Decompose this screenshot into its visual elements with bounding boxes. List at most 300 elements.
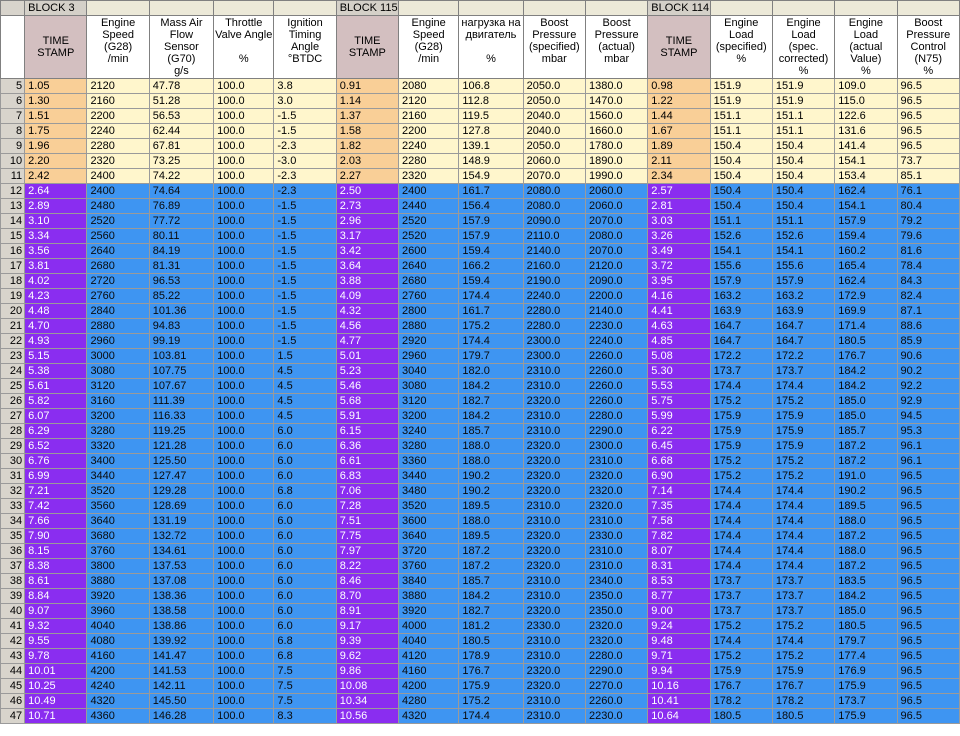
column-header[interactable] xyxy=(835,16,897,79)
table-cell[interactable]: 81.6 xyxy=(897,244,959,259)
table-cell[interactable]: 2320.0 xyxy=(523,439,585,454)
timestamp-cell[interactable]: 2.11 xyxy=(648,154,710,169)
table-cell[interactable]: 150.4 xyxy=(772,184,834,199)
table-cell[interactable]: 185.7 xyxy=(459,574,523,589)
table-cell[interactable]: 2300.0 xyxy=(523,349,585,364)
timestamp-cell[interactable]: 7.97 xyxy=(336,544,398,559)
timestamp-cell[interactable]: 7.75 xyxy=(336,529,398,544)
table-cell[interactable]: 100.0 xyxy=(214,454,274,469)
table-cell[interactable]: 100.0 xyxy=(214,259,274,274)
table-cell[interactable]: 151.1 xyxy=(772,109,834,124)
table-cell[interactable]: 142.11 xyxy=(149,679,213,694)
table-row[interactable] xyxy=(1,229,960,244)
table-cell[interactable]: 187.2 xyxy=(835,529,897,544)
table-cell[interactable]: 4.5 xyxy=(274,409,336,424)
row-number[interactable]: 11 xyxy=(1,169,25,184)
row-number[interactable]: 16 xyxy=(1,244,25,259)
timestamp-cell[interactable]: 1.22 xyxy=(648,94,710,109)
table-cell[interactable]: 88.6 xyxy=(897,319,959,334)
table-cell[interactable]: 180.5 xyxy=(459,634,523,649)
timestamp-cell[interactable]: 10.25 xyxy=(25,679,87,694)
timestamp-cell[interactable]: 1.30 xyxy=(25,94,87,109)
table-cell[interactable]: 138.36 xyxy=(149,589,213,604)
table-cell[interactable]: 109.0 xyxy=(835,79,897,94)
timestamp-cell[interactable]: 9.24 xyxy=(648,619,710,634)
row-number[interactable]: 24 xyxy=(1,364,25,379)
table-cell[interactable]: 4320 xyxy=(87,694,149,709)
table-cell[interactable]: 100.0 xyxy=(214,469,274,484)
table-cell[interactable]: 174.4 xyxy=(772,484,834,499)
timestamp-cell[interactable]: 8.77 xyxy=(648,589,710,604)
table-cell[interactable]: 100.0 xyxy=(214,679,274,694)
timestamp-cell[interactable]: 1.14 xyxy=(336,94,398,109)
table-cell[interactable]: 3840 xyxy=(399,574,459,589)
table-cell[interactable]: 2560 xyxy=(87,229,149,244)
table-cell[interactable]: 4.5 xyxy=(274,379,336,394)
table-cell[interactable]: 96.1 xyxy=(897,454,959,469)
timestamp-cell[interactable]: 4.63 xyxy=(648,319,710,334)
table-cell[interactable]: 174.4 xyxy=(772,499,834,514)
block-cell[interactable] xyxy=(87,1,149,16)
timestamp-cell[interactable]: 7.90 xyxy=(25,529,87,544)
table-cell[interactable]: 175.9 xyxy=(459,679,523,694)
table-cell[interactable]: 134.61 xyxy=(149,544,213,559)
table-cell[interactable]: 119.5 xyxy=(459,109,523,124)
timestamp-cell[interactable]: 3.56 xyxy=(25,244,87,259)
table-cell[interactable]: 96.5 xyxy=(897,514,959,529)
table-cell[interactable]: 2400 xyxy=(399,184,459,199)
timestamp-cell[interactable]: 1.89 xyxy=(648,139,710,154)
table-row[interactable] xyxy=(1,214,960,229)
timestamp-cell[interactable]: 6.52 xyxy=(25,439,87,454)
table-cell[interactable]: 96.5 xyxy=(897,574,959,589)
table-cell[interactable]: 96.5 xyxy=(897,499,959,514)
table-cell[interactable]: 172.9 xyxy=(835,289,897,304)
table-cell[interactable]: 1560.0 xyxy=(585,109,647,124)
table-row[interactable] xyxy=(1,604,960,619)
table-cell[interactable]: 79.2 xyxy=(897,214,959,229)
timestamp-cell[interactable]: 5.91 xyxy=(336,409,398,424)
timestamp-cell[interactable]: 9.94 xyxy=(648,664,710,679)
table-row[interactable] xyxy=(1,79,960,94)
table-cell[interactable]: 100.0 xyxy=(214,424,274,439)
table-cell[interactable]: 174.4 xyxy=(710,529,772,544)
table-row[interactable] xyxy=(1,649,960,664)
table-cell[interactable]: 2310.0 xyxy=(585,514,647,529)
row-number[interactable]: 22 xyxy=(1,334,25,349)
timestamp-cell[interactable]: 1.82 xyxy=(336,139,398,154)
table-cell[interactable]: 189.5 xyxy=(835,499,897,514)
table-cell[interactable]: 2240.0 xyxy=(585,334,647,349)
table-cell[interactable]: 2080.0 xyxy=(585,229,647,244)
table-cell[interactable]: 6.0 xyxy=(274,604,336,619)
table-cell[interactable]: 96.5 xyxy=(897,124,959,139)
table-cell[interactable]: 2320.0 xyxy=(523,529,585,544)
table-cell[interactable]: 62.44 xyxy=(149,124,213,139)
table-cell[interactable]: 2260.0 xyxy=(585,349,647,364)
column-header[interactable] xyxy=(710,16,772,79)
row-number[interactable]: 38 xyxy=(1,574,25,589)
timestamp-cell[interactable]: 6.22 xyxy=(648,424,710,439)
table-cell[interactable]: 161.7 xyxy=(459,184,523,199)
table-cell[interactable]: 159.4 xyxy=(459,244,523,259)
table-cell[interactable]: 159.4 xyxy=(459,274,523,289)
table-cell[interactable]: 174.4 xyxy=(710,634,772,649)
table-cell[interactable]: 2340.0 xyxy=(585,574,647,589)
table-cell[interactable]: 87.1 xyxy=(897,304,959,319)
table-cell[interactable]: 2350.0 xyxy=(585,604,647,619)
row-number[interactable]: 23 xyxy=(1,349,25,364)
table-row[interactable] xyxy=(1,619,960,634)
table-cell[interactable]: 151.1 xyxy=(710,124,772,139)
table-row[interactable] xyxy=(1,184,960,199)
timestamp-cell[interactable]: 10.64 xyxy=(648,709,710,724)
block-cell[interactable] xyxy=(835,1,897,16)
table-cell[interactable]: 184.2 xyxy=(459,379,523,394)
table-row[interactable] xyxy=(1,484,960,499)
table-cell[interactable]: 2310.0 xyxy=(523,364,585,379)
table-cell[interactable]: 132.72 xyxy=(149,529,213,544)
table-cell[interactable]: -2.3 xyxy=(274,184,336,199)
column-header[interactable] xyxy=(399,16,459,79)
timestamp-cell[interactable]: 7.42 xyxy=(25,499,87,514)
table-cell[interactable]: 189.5 xyxy=(459,499,523,514)
table-cell[interactable]: 2320 xyxy=(87,154,149,169)
table-row[interactable] xyxy=(1,409,960,424)
table-cell[interactable]: 2080.0 xyxy=(523,184,585,199)
timestamp-cell[interactable]: 6.90 xyxy=(648,469,710,484)
table-cell[interactable]: 2090.0 xyxy=(585,274,647,289)
table-cell[interactable]: 1780.0 xyxy=(585,139,647,154)
table-cell[interactable]: 2260.0 xyxy=(585,694,647,709)
table-cell[interactable]: 3280 xyxy=(399,439,459,454)
timestamp-cell[interactable]: 6.83 xyxy=(336,469,398,484)
table-cell[interactable]: 175.9 xyxy=(772,424,834,439)
table-cell[interactable]: 100.0 xyxy=(214,124,274,139)
table-row[interactable] xyxy=(1,124,960,139)
column-header[interactable] xyxy=(772,16,834,79)
table-cell[interactable]: 96.5 xyxy=(897,109,959,124)
table-row[interactable] xyxy=(1,424,960,439)
table-cell[interactable]: 3960 xyxy=(87,604,149,619)
timestamp-cell[interactable]: 3.10 xyxy=(25,214,87,229)
table-row[interactable] xyxy=(1,319,960,334)
row-number[interactable]: 7 xyxy=(1,109,25,124)
timestamp-cell[interactable]: 4.41 xyxy=(648,304,710,319)
table-cell[interactable]: 85.1 xyxy=(897,169,959,184)
table-cell[interactable]: 3440 xyxy=(399,469,459,484)
table-cell[interactable]: 3640 xyxy=(399,529,459,544)
table-cell[interactable]: 154.1 xyxy=(835,199,897,214)
timestamp-cell[interactable]: 7.51 xyxy=(336,514,398,529)
table-row[interactable] xyxy=(1,529,960,544)
table-cell[interactable]: 7.5 xyxy=(274,664,336,679)
table-cell[interactable]: 129.28 xyxy=(149,484,213,499)
table-cell[interactable]: 2120.0 xyxy=(585,259,647,274)
table-cell[interactable]: 100.0 xyxy=(214,289,274,304)
table-cell[interactable]: 4280 xyxy=(399,694,459,709)
table-cell[interactable]: 2960 xyxy=(399,349,459,364)
table-cell[interactable]: 2320.0 xyxy=(523,454,585,469)
table-cell[interactable]: 2310.0 xyxy=(523,409,585,424)
row-number[interactable]: 20 xyxy=(1,304,25,319)
timestamp-cell[interactable]: 9.39 xyxy=(336,634,398,649)
row-number[interactable]: 42 xyxy=(1,634,25,649)
table-cell[interactable]: 2290.0 xyxy=(585,664,647,679)
table-cell[interactable]: 2050.0 xyxy=(523,139,585,154)
table-cell[interactable]: 85.9 xyxy=(897,334,959,349)
table-cell[interactable]: 185.0 xyxy=(835,604,897,619)
table-row[interactable] xyxy=(1,304,960,319)
table-cell[interactable]: 175.9 xyxy=(710,664,772,679)
table-cell[interactable]: 2840 xyxy=(87,304,149,319)
table-cell[interactable]: 153.4 xyxy=(835,169,897,184)
table-row[interactable] xyxy=(1,364,960,379)
table-cell[interactable]: 2600 xyxy=(399,244,459,259)
timestamp-cell[interactable]: 9.55 xyxy=(25,634,87,649)
table-cell[interactable]: 8.3 xyxy=(274,709,336,724)
table-cell[interactable]: 6.0 xyxy=(274,589,336,604)
table-cell[interactable]: 3880 xyxy=(87,574,149,589)
table-cell[interactable]: 2320.0 xyxy=(523,484,585,499)
table-cell[interactable]: 73.7 xyxy=(897,154,959,169)
timestamp-cell[interactable]: 5.61 xyxy=(25,379,87,394)
table-cell[interactable]: 73.25 xyxy=(149,154,213,169)
table-cell[interactable]: 131.6 xyxy=(835,124,897,139)
table-cell[interactable]: 2240 xyxy=(87,124,149,139)
table-cell[interactable]: 2260.0 xyxy=(585,394,647,409)
table-cell[interactable]: 3120 xyxy=(87,379,149,394)
table-cell[interactable]: 2310.0 xyxy=(523,379,585,394)
table-cell[interactable]: 78.4 xyxy=(897,259,959,274)
table-cell[interactable]: 171.4 xyxy=(835,319,897,334)
table-cell[interactable]: 3400 xyxy=(87,454,149,469)
column-header[interactable] xyxy=(274,16,336,79)
timestamp-cell[interactable]: 9.62 xyxy=(336,649,398,664)
table-cell[interactable]: 100.0 xyxy=(214,499,274,514)
table-cell[interactable]: 151.9 xyxy=(772,94,834,109)
block-label[interactable]: BLOCK 3 xyxy=(25,1,87,16)
timestamp-cell[interactable]: 2.64 xyxy=(25,184,87,199)
timestamp-cell[interactable]: 4.16 xyxy=(648,289,710,304)
table-cell[interactable]: 2240 xyxy=(399,139,459,154)
table-cell[interactable]: 175.9 xyxy=(772,439,834,454)
row-number[interactable]: 6 xyxy=(1,94,25,109)
table-cell[interactable]: 180.5 xyxy=(772,709,834,724)
table-cell[interactable]: 2310.0 xyxy=(523,514,585,529)
row-number[interactable]: 17 xyxy=(1,259,25,274)
table-cell[interactable]: 100.0 xyxy=(214,649,274,664)
timestamp-cell[interactable]: 10.08 xyxy=(336,679,398,694)
row-number[interactable]: 32 xyxy=(1,484,25,499)
timestamp-cell[interactable]: 4.23 xyxy=(25,289,87,304)
table-cell[interactable]: 2320.0 xyxy=(585,469,647,484)
table-cell[interactable]: 174.4 xyxy=(710,544,772,559)
timestamp-cell[interactable]: 8.70 xyxy=(336,589,398,604)
table-cell[interactable]: 100.0 xyxy=(214,619,274,634)
table-cell[interactable]: 96.5 xyxy=(897,79,959,94)
table-cell[interactable]: 160.2 xyxy=(835,244,897,259)
table-cell[interactable]: 181.2 xyxy=(459,619,523,634)
table-cell[interactable]: 2310.0 xyxy=(523,424,585,439)
table-cell[interactable]: 157.9 xyxy=(459,214,523,229)
table-cell[interactable]: -1.5 xyxy=(274,109,336,124)
row-number[interactable]: 34 xyxy=(1,514,25,529)
block-label[interactable]: BLOCK 114 xyxy=(648,1,710,16)
block-cell[interactable] xyxy=(772,1,834,16)
table-cell[interactable]: 2400 xyxy=(87,184,149,199)
table-cell[interactable]: 6.0 xyxy=(274,514,336,529)
table-cell[interactable]: 175.2 xyxy=(710,649,772,664)
table-cell[interactable]: 2280.0 xyxy=(523,304,585,319)
table-cell[interactable]: 145.50 xyxy=(149,694,213,709)
table-cell[interactable]: 2140.0 xyxy=(523,244,585,259)
table-cell[interactable]: -1.5 xyxy=(274,334,336,349)
table-cell[interactable]: -1.5 xyxy=(274,259,336,274)
table-cell[interactable]: 3080 xyxy=(399,379,459,394)
row-number[interactable]: 14 xyxy=(1,214,25,229)
row-number[interactable]: 40 xyxy=(1,604,25,619)
table-cell[interactable]: 3200 xyxy=(399,409,459,424)
table-cell[interactable]: 2400 xyxy=(87,169,149,184)
table-cell[interactable]: 100.0 xyxy=(214,514,274,529)
table-cell[interactable]: 180.5 xyxy=(835,334,897,349)
table-cell[interactable]: 2760 xyxy=(399,289,459,304)
table-cell[interactable]: 187.2 xyxy=(459,544,523,559)
table-cell[interactable]: 100.0 xyxy=(214,334,274,349)
table-cell[interactable]: 188.0 xyxy=(835,544,897,559)
table-cell[interactable]: 115.0 xyxy=(835,94,897,109)
table-cell[interactable]: 2640 xyxy=(87,244,149,259)
table-cell[interactable]: 100.0 xyxy=(214,529,274,544)
table-cell[interactable]: 175.9 xyxy=(710,409,772,424)
table-cell[interactable]: 92.2 xyxy=(897,379,959,394)
block-cell[interactable] xyxy=(214,1,274,16)
row-number[interactable]: 36 xyxy=(1,544,25,559)
table-cell[interactable]: 96.5 xyxy=(897,529,959,544)
timestamp-cell[interactable]: 9.00 xyxy=(648,604,710,619)
table-cell[interactable]: 151.9 xyxy=(710,94,772,109)
table-cell[interactable]: 90.6 xyxy=(897,349,959,364)
table-cell[interactable]: 6.8 xyxy=(274,484,336,499)
table-cell[interactable]: 174.4 xyxy=(459,334,523,349)
table-cell[interactable]: 2200 xyxy=(87,109,149,124)
table-cell[interactable]: 100.0 xyxy=(214,484,274,499)
table-cell[interactable]: 2520 xyxy=(399,229,459,244)
timestamp-cell[interactable]: 7.58 xyxy=(648,514,710,529)
table-cell[interactable]: -1.5 xyxy=(274,244,336,259)
table-cell[interactable]: 187.2 xyxy=(835,439,897,454)
timestamp-cell[interactable]: 2.57 xyxy=(648,184,710,199)
table-cell[interactable]: 162.4 xyxy=(835,274,897,289)
row-number[interactable]: 21 xyxy=(1,319,25,334)
table-cell[interactable]: 2720 xyxy=(87,274,149,289)
table-cell[interactable]: 175.9 xyxy=(835,709,897,724)
table-cell[interactable]: 122.6 xyxy=(835,109,897,124)
table-cell[interactable]: 179.7 xyxy=(459,349,523,364)
table-row[interactable] xyxy=(1,589,960,604)
row-number[interactable]: 15 xyxy=(1,229,25,244)
table-cell[interactable]: 165.4 xyxy=(835,259,897,274)
row-number[interactable]: 8 xyxy=(1,124,25,139)
table-cell[interactable]: 185.0 xyxy=(835,394,897,409)
timestamp-cell[interactable]: 2.89 xyxy=(25,199,87,214)
table-cell[interactable]: 150.4 xyxy=(772,169,834,184)
table-row[interactable] xyxy=(1,154,960,169)
table-cell[interactable]: -1.5 xyxy=(274,214,336,229)
block-cell[interactable] xyxy=(897,1,959,16)
table-cell[interactable]: 182.7 xyxy=(459,604,523,619)
table-cell[interactable]: 3440 xyxy=(87,469,149,484)
table-cell[interactable]: 152.6 xyxy=(772,229,834,244)
table-cell[interactable]: -1.5 xyxy=(274,229,336,244)
table-cell[interactable]: 2330.0 xyxy=(523,619,585,634)
table-cell[interactable]: 166.2 xyxy=(459,259,523,274)
timestamp-cell[interactable]: 7.35 xyxy=(648,499,710,514)
table-cell[interactable]: 174.4 xyxy=(459,709,523,724)
timestamp-cell[interactable]: 8.31 xyxy=(648,559,710,574)
table-cell[interactable]: 6.0 xyxy=(274,499,336,514)
table-cell[interactable]: 2800 xyxy=(399,304,459,319)
table-cell[interactable]: 191.0 xyxy=(835,469,897,484)
timestamp-cell[interactable]: 1.51 xyxy=(25,109,87,124)
table-cell[interactable]: 100.0 xyxy=(214,709,274,724)
table-cell[interactable]: 2680 xyxy=(399,274,459,289)
column-header[interactable] xyxy=(25,16,87,79)
table-cell[interactable]: 100.0 xyxy=(214,154,274,169)
table-cell[interactable]: 180.5 xyxy=(835,619,897,634)
table-row[interactable] xyxy=(1,259,960,274)
timestamp-cell[interactable]: 9.48 xyxy=(648,634,710,649)
table-cell[interactable]: 146.28 xyxy=(149,709,213,724)
table-cell[interactable]: 100.0 xyxy=(214,559,274,574)
table-cell[interactable]: 67.81 xyxy=(149,139,213,154)
column-header[interactable] xyxy=(585,16,647,79)
table-cell[interactable]: 141.53 xyxy=(149,664,213,679)
table-cell[interactable]: 56.53 xyxy=(149,109,213,124)
table-cell[interactable]: 2960 xyxy=(87,334,149,349)
table-cell[interactable]: 173.7 xyxy=(710,574,772,589)
timestamp-cell[interactable]: 1.96 xyxy=(25,139,87,154)
table-cell[interactable]: 164.7 xyxy=(710,319,772,334)
row-number[interactable]: 26 xyxy=(1,394,25,409)
table-row[interactable] xyxy=(1,514,960,529)
table-cell[interactable]: 2320.0 xyxy=(523,679,585,694)
timestamp-cell[interactable]: 6.45 xyxy=(648,439,710,454)
table-cell[interactable]: 3640 xyxy=(87,514,149,529)
table-row[interactable] xyxy=(1,379,960,394)
table-cell[interactable]: 173.7 xyxy=(772,589,834,604)
table-cell[interactable]: 182.0 xyxy=(459,364,523,379)
timestamp-cell[interactable]: 5.08 xyxy=(648,349,710,364)
table-cell[interactable]: 175.9 xyxy=(772,409,834,424)
table-cell[interactable]: 119.25 xyxy=(149,424,213,439)
table-cell[interactable]: 172.2 xyxy=(772,349,834,364)
table-cell[interactable]: 2140.0 xyxy=(585,304,647,319)
row-number[interactable] xyxy=(1,1,25,16)
table-cell[interactable]: 175.2 xyxy=(459,319,523,334)
row-number[interactable]: 43 xyxy=(1,649,25,664)
timestamp-cell[interactable]: 9.78 xyxy=(25,649,87,664)
table-cell[interactable]: 2160 xyxy=(399,109,459,124)
table-cell[interactable]: 100.0 xyxy=(214,574,274,589)
table-cell[interactable]: 2920 xyxy=(399,334,459,349)
timestamp-cell[interactable]: 8.46 xyxy=(336,574,398,589)
row-number[interactable]: 39 xyxy=(1,589,25,604)
table-cell[interactable]: 2120 xyxy=(399,94,459,109)
table-cell[interactable]: 96.53 xyxy=(149,274,213,289)
table-cell[interactable]: 2120 xyxy=(87,79,149,94)
